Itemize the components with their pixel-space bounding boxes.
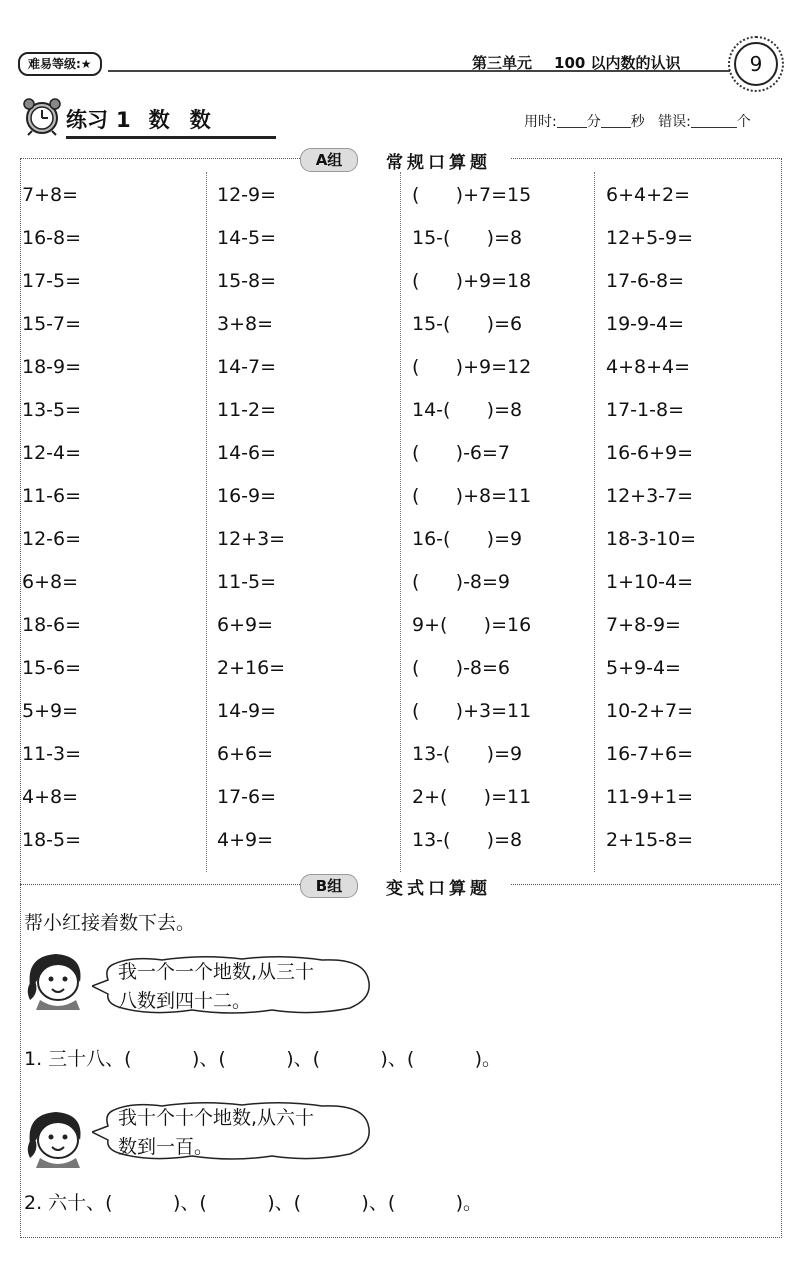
minute-label: 分 <box>586 114 601 130</box>
arithmetic-problem[interactable]: 16-7+6= <box>606 743 694 765</box>
arithmetic-problem[interactable]: 2+( )=11 <box>412 786 532 808</box>
arithmetic-problem[interactable]: 6+6= <box>217 743 274 765</box>
arithmetic-problem[interactable]: 7+8-9= <box>606 614 681 636</box>
unit-title: 100 以内数的认识 <box>554 54 681 72</box>
arithmetic-problem[interactable]: 15-6= <box>22 657 82 679</box>
arithmetic-problem[interactable]: 5+9-4= <box>606 657 681 679</box>
arithmetic-problem[interactable]: 6+4+2= <box>606 184 691 206</box>
arithmetic-problem[interactable]: 14-9= <box>217 700 277 722</box>
alarm-clock-icon <box>20 96 64 136</box>
arithmetic-problem[interactable]: 16-8= <box>22 227 82 249</box>
section-b-header <box>300 872 510 900</box>
arithmetic-problem[interactable]: 3+8= <box>217 313 274 335</box>
column-2 <box>217 182 407 870</box>
arithmetic-problem[interactable]: 11-3= <box>22 743 82 765</box>
arithmetic-problem[interactable]: ( )-6=7 <box>412 442 511 464</box>
arithmetic-problem[interactable]: 10-2+7= <box>606 700 694 722</box>
difficulty-badge: 难易等级:★ <box>18 52 102 76</box>
arithmetic-problem[interactable]: 1+10-4= <box>606 571 694 593</box>
arithmetic-problem[interactable]: 12-9= <box>217 184 277 206</box>
section-b-name: 变式口算题 <box>386 879 491 899</box>
arithmetic-problem[interactable]: 15-7= <box>22 313 82 335</box>
page-title <box>66 104 276 139</box>
time-label: 用时: <box>524 114 557 130</box>
arithmetic-problem[interactable]: 11-9+1= <box>606 786 694 808</box>
arithmetic-problem[interactable]: 14-7= <box>217 356 277 378</box>
arithmetic-problem[interactable]: 12-6= <box>22 528 82 550</box>
question-2: 2. 六十、( )、( )、( )、( )。 <box>24 1192 483 1214</box>
arithmetic-problem[interactable]: 11-2= <box>217 399 277 421</box>
column-1 <box>22 182 212 870</box>
arithmetic-problem[interactable]: 11-5= <box>217 571 277 593</box>
errors-label: 错误: <box>658 114 691 130</box>
arithmetic-problem[interactable]: 14-6= <box>217 442 277 464</box>
arithmetic-problem[interactable]: 2+16= <box>217 657 286 679</box>
arithmetic-problem[interactable]: 4+8+4= <box>606 356 691 378</box>
arithmetic-problem[interactable]: ( )+7=15 <box>412 184 532 206</box>
bubble-1-text <box>118 958 314 1016</box>
arithmetic-problem[interactable]: 12+5-9= <box>606 227 694 249</box>
section-b-instruction: 帮小红接着数下去。 <box>24 912 196 934</box>
title-name-2: 数 <box>189 108 211 132</box>
arithmetic-problem[interactable]: ( )+3=11 <box>412 700 532 722</box>
arithmetic-problem[interactable]: 15-8= <box>217 270 277 292</box>
seconds-blank[interactable] <box>601 113 631 128</box>
arithmetic-problem[interactable]: 9+( )=16 <box>412 614 532 636</box>
bubble-1-line-1: 我一个一个地数,从三十 <box>118 961 315 983</box>
errors-blank[interactable] <box>691 113 737 128</box>
section-a-name: 常规口算题 <box>386 153 491 173</box>
arithmetic-problem[interactable]: 14-5= <box>217 227 277 249</box>
arithmetic-problem[interactable]: 4+8= <box>22 786 79 808</box>
arithmetic-problem[interactable]: 12+3-7= <box>606 485 694 507</box>
arithmetic-problem[interactable]: 2+15-8= <box>606 829 694 851</box>
bubble-1-line-2: 八数到四十二。 <box>118 990 252 1012</box>
arithmetic-problem[interactable]: ( )+9=18 <box>412 270 532 292</box>
arithmetic-problem[interactable]: 6+8= <box>22 571 79 593</box>
arithmetic-problem[interactable]: 16-6+9= <box>606 442 694 464</box>
question-1: 1. 三十八、( )、( )、( )、( )。 <box>24 1048 502 1070</box>
arithmetic-problem[interactable]: ( )-8=9 <box>412 571 511 593</box>
timer-record <box>524 111 751 131</box>
title-number: 1 <box>116 108 131 132</box>
arithmetic-problem[interactable]: 11-6= <box>22 485 82 507</box>
arithmetic-problem[interactable]: 17-6-8= <box>606 270 684 292</box>
arithmetic-problem[interactable]: 18-3-10= <box>606 528 697 550</box>
arithmetic-problem[interactable]: ( )-8=6 <box>412 657 511 679</box>
unit-label: 第三单元 <box>472 54 533 72</box>
section-b-badge: B组 <box>300 874 358 898</box>
bubble-2-line-2: 数到一百。 <box>118 1136 214 1158</box>
girl-avatar-icon <box>22 948 92 1010</box>
arithmetic-problem[interactable]: 13-( )=8 <box>412 829 523 851</box>
page-number: 9 <box>734 42 778 86</box>
unit-heading <box>472 52 681 73</box>
arithmetic-problem[interactable]: 4+9= <box>217 829 274 851</box>
arithmetic-problem[interactable]: 16-9= <box>217 485 277 507</box>
arithmetic-problem[interactable]: 15-( )=6 <box>412 313 523 335</box>
errors-unit: 个 <box>736 114 751 130</box>
arithmetic-problem[interactable]: 17-6= <box>217 786 277 808</box>
second-label: 秒 <box>630 114 645 130</box>
arithmetic-problem[interactable]: ( )+9=12 <box>412 356 532 378</box>
minutes-blank[interactable] <box>557 113 587 128</box>
column-4 <box>606 182 796 870</box>
arithmetic-problem[interactable]: 16-( )=9 <box>412 528 523 550</box>
arithmetic-problem[interactable]: 17-5= <box>22 270 82 292</box>
arithmetic-problem[interactable]: 15-( )=8 <box>412 227 523 249</box>
arithmetic-problem[interactable]: 19-9-4= <box>606 313 684 335</box>
girl-avatar-icon <box>22 1106 92 1168</box>
arithmetic-problem[interactable]: 7+8= <box>22 184 79 206</box>
arithmetic-problem[interactable]: ( )+8=11 <box>412 485 532 507</box>
arithmetic-problem[interactable]: 6+9= <box>217 614 274 636</box>
bubble-2-text <box>118 1104 314 1162</box>
arithmetic-problem[interactable]: 18-9= <box>22 356 82 378</box>
column-3 <box>412 182 602 870</box>
title-name-1: 数 <box>148 108 170 132</box>
section-a-header <box>300 146 510 174</box>
arithmetic-problem[interactable]: 13-5= <box>22 399 82 421</box>
arithmetic-problem[interactable]: 5+9= <box>22 700 79 722</box>
arithmetic-problem[interactable]: 12-4= <box>22 442 82 464</box>
section-a-badge: A组 <box>300 148 358 172</box>
arithmetic-problem[interactable]: 18-5= <box>22 829 82 851</box>
arithmetic-problem[interactable]: 13-( )=9 <box>412 743 523 765</box>
arithmetic-problem[interactable]: 18-6= <box>22 614 82 636</box>
bubble-2-line-1: 我十个十个地数,从六十 <box>118 1107 315 1129</box>
arithmetic-problem[interactable]: 17-1-8= <box>606 399 684 421</box>
arithmetic-problem[interactable]: 12+3= <box>217 528 286 550</box>
title-prefix: 练习 <box>66 108 108 132</box>
arithmetic-problem[interactable]: 14-( )=8 <box>412 399 523 421</box>
